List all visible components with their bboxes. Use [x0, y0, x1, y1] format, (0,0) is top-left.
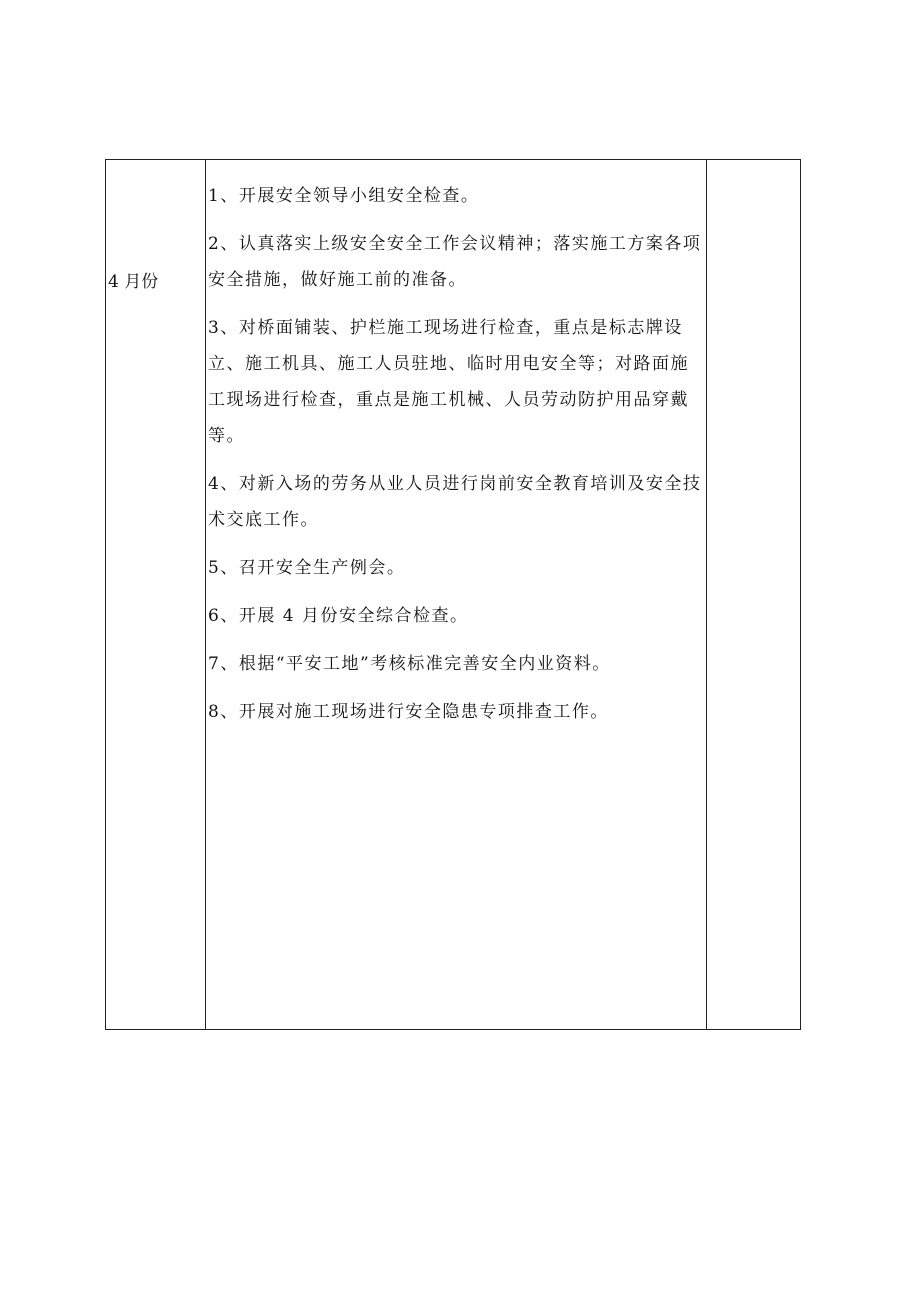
- remark-cell: [707, 160, 800, 1029]
- month-cell: [106, 160, 206, 1029]
- plan-item-6: 6、开展 4 月份安全综合检查。: [208, 606, 469, 626]
- plan-item-7: 7、根据“平安工地”考核标准完善安全内业资料。: [208, 654, 611, 674]
- plan-item-4: 4、对新入场的劳务从业人员进行岗前安全教育培训及安全技术交底工作。: [208, 474, 702, 530]
- plan-item-5: 5、召开安全生产例会。: [208, 558, 406, 578]
- plan-item-2: 2、认真落实上级安全安全工作会议精神；落实施工方案各项安全措施，做好施工前的准备。: [208, 234, 702, 290]
- plan-table: [105, 159, 801, 1030]
- plan-item-8: 8、开展对施工现场进行安全隐患专项排查工作。: [208, 702, 609, 722]
- month-label: 4 月份: [108, 272, 159, 292]
- plan-item-1: 1、开展安全领导小组安全检查。: [208, 186, 480, 206]
- plan-item-3: 3、对桥面铺装、护栏施工现场进行检查，重点是标志牌设立、施工机具、施工人员驻地、临时用电安全等；对路面施工现场进行检查，重点是施工机械、人员劳动防护用品穿戴等。: [208, 318, 689, 446]
- content-cell: [206, 160, 707, 1029]
